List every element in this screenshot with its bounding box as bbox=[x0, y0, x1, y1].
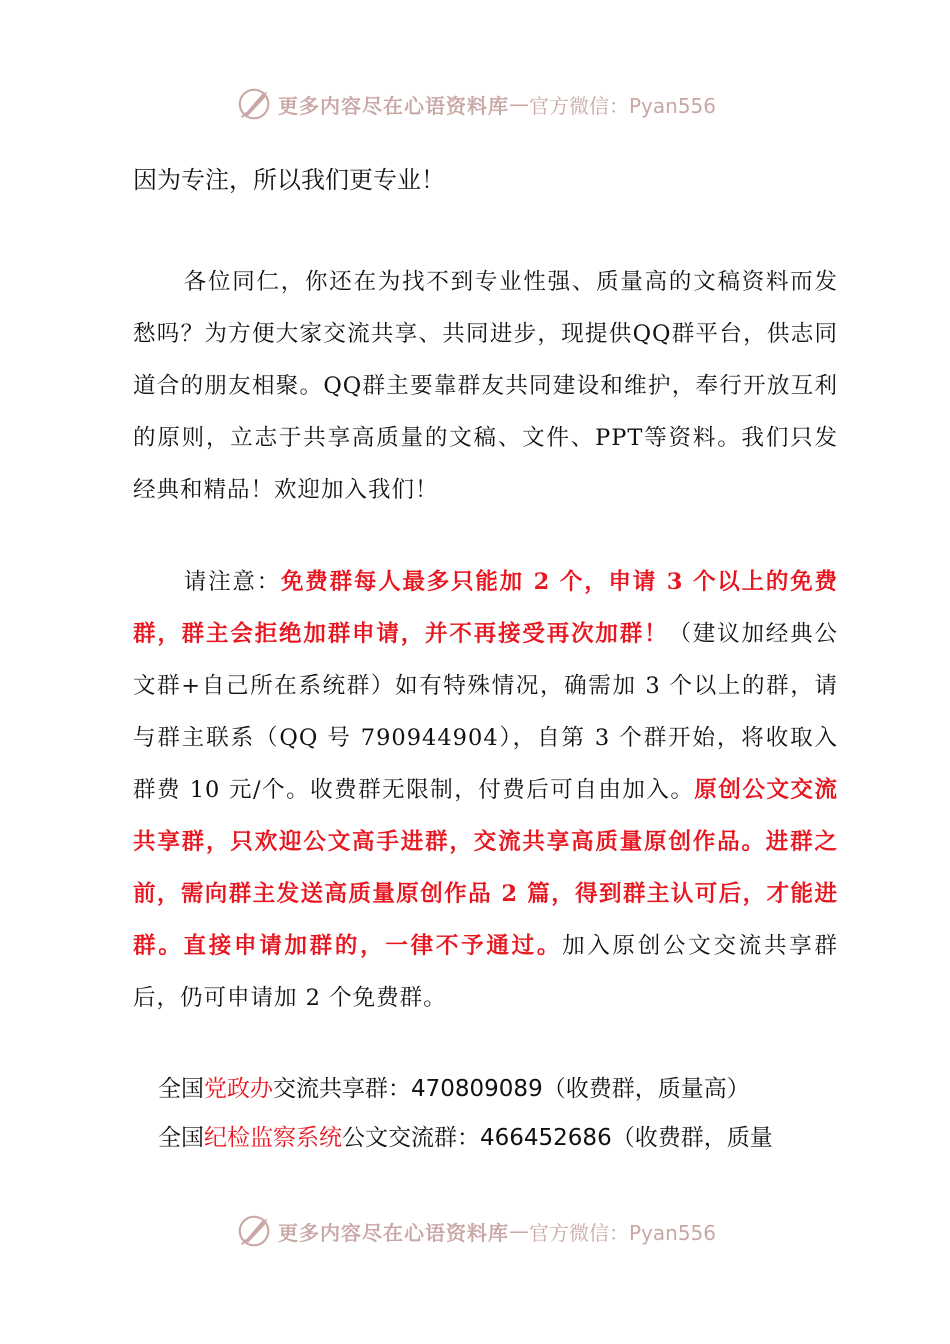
group-line bbox=[158, 1119, 773, 1152]
notice-details: （建议加经典公文群+自己所在系统群）如有特殊情况，确需加 3 个以上的群，请与群主联系（QQ 号 790944904），自第 3 个群开始，将收取入群费 10 元/个。收费群无限制，付费后可自由加入。 bbox=[133, 621, 838, 803]
footer-separator: — bbox=[509, 1219, 529, 1243]
group-prefix: 全国 bbox=[158, 1125, 204, 1151]
header-separator: — bbox=[509, 92, 529, 116]
footer-wechat: 官方微信：Pyan556 bbox=[529, 1220, 717, 1245]
footer-text: 更多内容尽在心语资料库 bbox=[278, 1220, 509, 1245]
notice-lead: 请注意： bbox=[183, 569, 281, 595]
notice-paragraph bbox=[133, 556, 838, 1024]
intro-text: 各位同仁，你还在为找不到专业性强、质量高的文稿资料而发愁吗？为方便大家交流共享、共同进步，现提供QQ群平台，供志同道合的朋友相聚。QQ群主要靠群友共同建设和维护，奉行开放互利的原则，立志于共享高质量的文稿、文件、PPT等资料。我们只发经典和精品！欢迎加入我们！ bbox=[133, 269, 838, 503]
group-highlight: 纪检监察系统 bbox=[204, 1125, 342, 1151]
header-text: 更多内容尽在心语资料库 bbox=[278, 93, 509, 118]
intro-paragraph bbox=[133, 256, 838, 516]
page-footer bbox=[236, 1211, 716, 1251]
group-line bbox=[158, 1070, 750, 1103]
slogan: 因为专注，所以我们更专业！ bbox=[133, 166, 445, 194]
notice-warning-free-groups: 免费群每人最多只能加 2 个，申请 3 个以上的免费群，群主会拒绝加群申请，并不再接受再次加群！ bbox=[133, 569, 838, 647]
group-suffix: 交流共享群：470809089（收费群，质量高） bbox=[273, 1076, 750, 1102]
group-suffix: 公文交流群：466452686（收费群，质量 bbox=[342, 1125, 773, 1151]
group-highlight: 党政办 bbox=[204, 1076, 273, 1102]
page-header bbox=[236, 84, 716, 124]
header-wechat: 官方微信：Pyan556 bbox=[529, 93, 717, 118]
notice-footer: 加入原创公文交流共享群后，仍可申请加 2 个免费群。 bbox=[133, 933, 838, 1011]
quill-pen-logo-icon bbox=[236, 85, 274, 123]
group-prefix: 全国 bbox=[158, 1076, 204, 1102]
notice-warning-original-group: 原创公文交流共享群，只欢迎公文高手进群，交流共享高质量原创作品。进群之前，需向群主发送高质量原创作品 2 篇，得到群主认可后，才能进群。直接申请加群的，一律不予通过。 bbox=[133, 777, 838, 959]
quill-pen-logo-icon bbox=[236, 1212, 274, 1250]
